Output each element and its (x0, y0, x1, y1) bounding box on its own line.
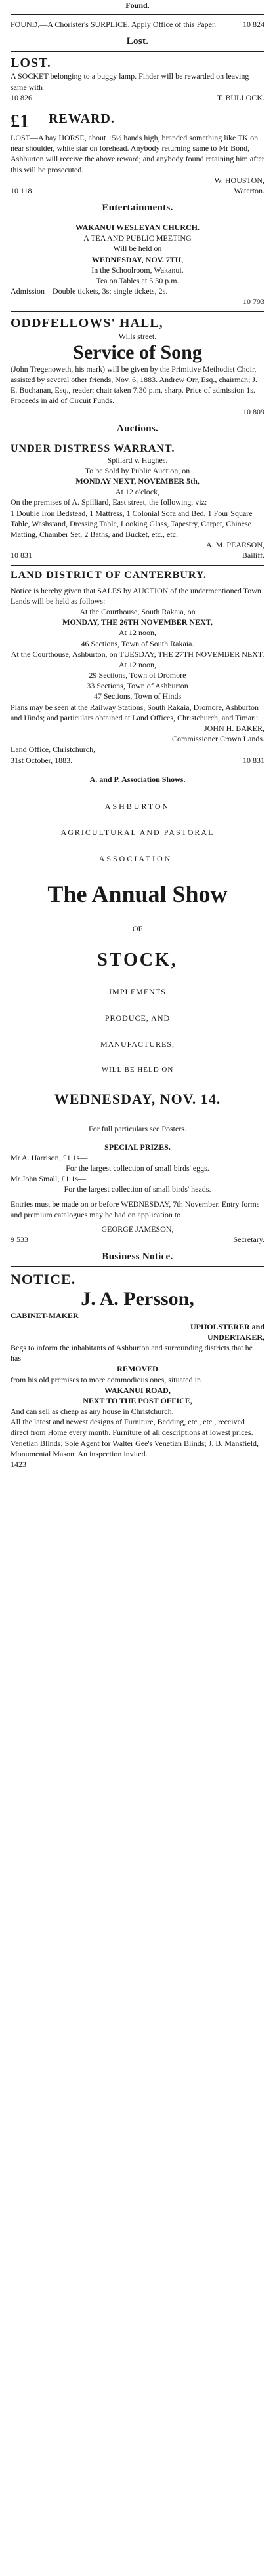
reward-place: Waterton. (234, 185, 264, 195)
land-ref: 10 831 (243, 755, 264, 765)
reward-title: REWARD. (49, 111, 115, 126)
persson-road: WAKANUI ROAD, (104, 1385, 171, 1395)
show-held: WILL BE HELD ON (101, 1066, 174, 1074)
show-prize2b: For the largest collection of small birds' heads. (64, 1184, 211, 1194)
church-tea: Tea on Tables at 5.30 p.m. (96, 276, 179, 285)
land-s9: 47 Sections, Town of Hinds (93, 692, 182, 701)
land-s3: At 12 noon, (119, 628, 156, 638)
section-auctions-heading: Auctions. (116, 423, 159, 434)
show-prize1: Mr A. Harrison, £1 1s— (11, 1152, 88, 1162)
song-body: (John Tregenoweth, his mark) will be given by the Primitive Methodist Choir, assisted by several other friends, Nov. 6, 1883. Andrew Orr, Esq., chairman; J. E. Buchanan, Esq., reader; chair taken 7.30 p.m. sharp. Price of admission 1s. Proceeds in aid of Circuit Funds. (11, 364, 257, 406)
distress-role: Bailiff. (242, 551, 264, 560)
divider (11, 14, 264, 15)
distress-ref: 10 831 (11, 551, 32, 560)
section-ap-heading: A. and P. Association Shows. (89, 774, 186, 784)
land-signer: JOHN H. BAKER, (203, 724, 264, 733)
distress-line1: To be Sold by Public Auction, on (85, 465, 190, 475)
distress-title: UNDER DISTRESS WARRANT. (11, 442, 175, 454)
persson-name: J. A. Persson, (81, 1288, 194, 1310)
land-plans: Plans may be seen at the Railway Stations, South Rakaia, Dromore, Ashburton and Hinds; and particulars obtained at Land Offices, Christchurch, and Timaru. (11, 702, 261, 722)
land-s5: At the Courthouse, Ashburton, on TUESDAY, THE 27TH NOVEMBER NEXT, (11, 649, 264, 659)
land-s7: 29 Sections, Town of Dromore (89, 671, 186, 680)
section-entertainments-heading: Entertainments. (102, 203, 173, 214)
land-s4: 46 Sections, Town of South Rakaia. (81, 638, 194, 648)
show-org3: ASSOCIATION. (98, 854, 177, 864)
found-ad-ref: 10 824 (243, 20, 264, 29)
show-signer: GEORGE JAMESON, (101, 1224, 174, 1234)
land-date: 31st October, 1883. (11, 755, 73, 765)
show-posters: For full particulars see Posters. (89, 1123, 186, 1133)
show-title: The Annual Show (47, 880, 228, 907)
show-implements: IMPLEMENTS (109, 986, 166, 996)
land-s1: At the Courthouse, South Rakaia, on (79, 606, 196, 616)
show-prize2: Mr John Small, £1 1s— (11, 1174, 87, 1184)
song-title: Service of Song (73, 341, 202, 363)
church-admission: Admission—Double tickets, 3s; single tickets, 2s. (11, 286, 168, 296)
show-org1: ASHBURTON (104, 801, 171, 811)
show-entries: Entries must be made on or before WEDNESDAY, 7th November. Entry forms and premium catalogues may be had on application to (11, 1199, 260, 1219)
show-ad (11, 793, 264, 1245)
persson-body: Begs to inform the inhabitants of Ashburton and surrounding districts that he has (11, 1342, 253, 1363)
reward-ref: 10 118 (11, 185, 32, 195)
land-title: LAND DISTRICT OF CANTERBURY. (11, 569, 207, 581)
persson-trade1: CABINET-MAKER (11, 1311, 79, 1321)
show-ref: 9 533 (11, 1235, 28, 1245)
song-hall: ODDFELLOWS' HALL, (11, 315, 163, 330)
distress-line3: At 12 o'clock, (115, 487, 160, 497)
church-title: WAKANUI WESLEYAN CHURCH. (75, 223, 200, 233)
song-ad (11, 316, 264, 417)
land-ad (11, 570, 264, 766)
show-date: WEDNESDAY, NOV. 14. (54, 1090, 221, 1107)
persson-trade2: UPHOLSTERER and (190, 1321, 264, 1331)
land-s6: At 12 noon, (119, 659, 156, 669)
show-role: Secretary. (233, 1235, 264, 1245)
land-s8: 33 Sections, Town of Ashburton (87, 681, 188, 691)
persson-notice: NOTICE. (11, 1271, 76, 1288)
show-prize1b: For the largest collection of small birds' eggs. (66, 1163, 209, 1173)
land-s2: MONDAY, THE 26TH NOVEMBER NEXT, (62, 617, 213, 627)
church-ad (11, 222, 264, 307)
persson-ad (11, 1271, 264, 1470)
persson-removed: REMOVED (117, 1364, 158, 1374)
distress-parties: Spillard v. Hughes. (107, 455, 168, 465)
reward-amount: £1 (11, 111, 29, 132)
church-line2: Will be held on (113, 244, 162, 254)
persson-body4: All the latest and newest designs of Furniture, Bedding, etc., etc., received direct from Home every month. Furniture of all descriptions at lowest prices. Venetian Blinds; Sole Agent for Walter Gee's Venetian Blinds; J. B. Mansfield, Monumental Mason. An inspection invited. (11, 1417, 259, 1458)
section-lost-heading: Lost. (126, 36, 149, 47)
divider (11, 51, 264, 52)
reward-body: LOST—A bay HORSE, about 15½ hands high, branded something like TK on near shoulder, white star on forehead. Anybody returning same to Mr Bond, Ashburton will receive the above reward; and anybody found retaining him after this will be prosecuted. (11, 132, 264, 174)
distress-ad (11, 443, 264, 561)
show-manufactures: MANUFACTURES, (100, 1040, 175, 1049)
persson-body2: from his old premises to more commodious ones, situated in (11, 1375, 201, 1384)
distress-line2: MONDAY NEXT, NOVEMBER 5th, (75, 477, 200, 486)
divider (11, 1266, 264, 1267)
church-line3: WEDNESDAY, NOV. 7TH, (91, 254, 184, 264)
church-line4: In the Schoolroom, Wakanui. (91, 265, 184, 275)
section-found-heading: Found. (125, 1, 150, 10)
lost-ad-title: LOST. (11, 56, 51, 71)
song-street: Wills street. (118, 331, 157, 341)
newspaper-column (5, 0, 270, 1470)
reward-ad (11, 111, 264, 196)
lost-ad-signer: T. BULLOCK. (217, 92, 264, 102)
lost-ad (11, 56, 264, 103)
persson-trade3: UNDERTAKER, (207, 1332, 264, 1342)
persson-body3: And can sell as cheap as any house in Christchurch. (11, 1407, 174, 1416)
divider (11, 311, 264, 312)
show-prizes: SPECIAL PRIZES. (104, 1142, 171, 1152)
show-produce: PRODUCE, AND (104, 1013, 171, 1023)
show-of: OF (132, 924, 143, 933)
lost-ad-body: A SOCKET belonging to a buggy lamp. Finder will be rewarded on leaving same with (11, 71, 249, 92)
lost-ad-ref: 10 826 (11, 92, 32, 102)
persson-ref: 1423 (11, 1460, 26, 1470)
distress-items: 1 Double Iron Bedstead, 1 Mattress, 1 Colonial Sofa and Bed, 1 Four Square Table, Washstand, Dressing Table, Looking Glass, Tapestry, Carpet, Chinese Matting, Chamber Set, 2 Baths, and Bucket, etc., etc. (11, 508, 253, 539)
show-stock: STOCK, (97, 949, 178, 970)
land-office: Land Office, Christchurch, (11, 745, 96, 754)
section-business-heading: Business Notice. (102, 1251, 173, 1262)
land-notice: Notice is hereby given that SALES by AUCTION of the undermentioned Town Lands will be held as follows:— (11, 585, 261, 606)
show-org2: AGRICULTURAL AND PASTORAL (60, 828, 215, 838)
found-ad (11, 19, 264, 29)
church-ref: 10 793 (243, 297, 264, 307)
divider (11, 565, 264, 566)
reward-signer: W. HOUSTON, (214, 175, 264, 185)
church-line1: A TEA AND PUBLIC MEETING (83, 233, 192, 243)
land-role: Commissioner Crown Lands. (172, 734, 264, 744)
distress-body: On the premises of A. Spilliard, East street, the following, viz:— (11, 498, 215, 507)
distress-signer: A. M. PEARSON, (205, 540, 264, 550)
persson-next: NEXT TO THE POST OFFICE, (83, 1395, 192, 1405)
song-ref: 10 809 (243, 406, 264, 416)
found-ad-text: FOUND,—A Chorister's SURPLICE. Apply Office of this Paper. (11, 20, 217, 29)
